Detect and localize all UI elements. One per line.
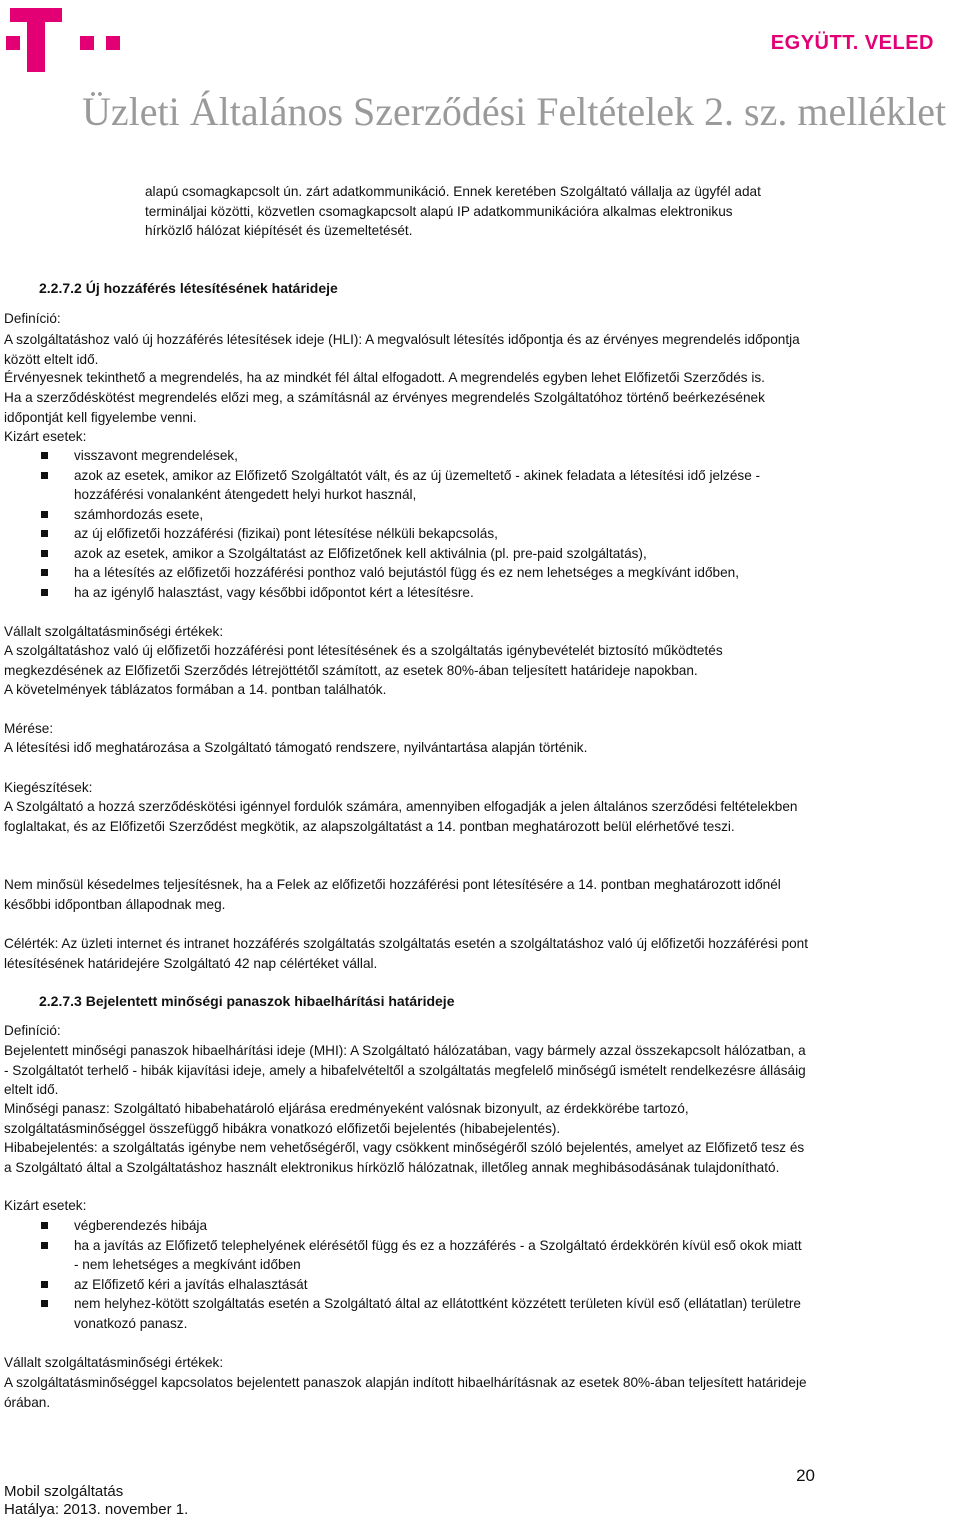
list-item: azok az esetek, amikor a Szolgáltatást az Előfizetőnek kell aktiválnia (pl. pre-paid szolgáltatás), xyxy=(4,544,804,564)
intro-paragraph: alapú csomagkapcsolt ún. zárt adatkommunikáció. Ennek keretében Szolgáltató vállalja az ügyfél adat termináljai közötti, közvetlen csomagkapcsolt alapú IP adatkommunikációra alkalmas elektronikus hírközlő hálózat kiépítését és üzemeltetését. xyxy=(145,184,761,238)
requirements-table-note: A követelmények táblázatos formában a 14. pontban találhatók. xyxy=(4,682,387,697)
list-item: végberendezés hibája xyxy=(4,1216,804,1236)
footer xyxy=(4,1483,188,1519)
list-item: az új előfizetői hozzáférési (fizikai) pont létesítése nélküli bekapcsolás, xyxy=(4,524,804,544)
section-heading-2-2-7-2: 2.2.7.2 Új hozzáférés létesítésének határideje xyxy=(39,280,338,296)
committed-values-text: A szolgáltatáshoz való új előfizetői hozzáférési pont létesítésének és a szolgáltatás igénybevételét biztosító működtetés megkezdésének az Előfizetői Szerződés létrejöttétől számított, az esetek 80%-ában teljesített határideje napokban. xyxy=(4,643,723,678)
definition-label: Definíció: xyxy=(4,311,61,326)
logo-square-2 xyxy=(106,36,120,50)
list-item: visszavont megrendelések, xyxy=(4,446,804,466)
list-item: számhordozás esete, xyxy=(4,505,804,525)
list-item: nem helyhez-kötött szolgáltatás esetén a Szolgáltató által az ellátottként közzétett területen kívül eső (ellátatlan) területre vonatkozó panasz. xyxy=(4,1294,804,1333)
excluded-label: Kizárt esetek: xyxy=(4,429,87,444)
committed-values-label: Vállalt szolgáltatásminőségi értékek: xyxy=(4,624,224,639)
definition-text: Bejelentett minőségi panaszok hibaelhárítási ideje (MHI): A Szolgáltató hálózatában, vagy bármely azzal összekapcsolt hálózatban, a - Szolgáltatót terhelő - hibák kijavítási ideje, amely a hibafelvételtől a szolgáltatás megfelelő minőségű ismételt rendelkezésre állásáig eltelt idő. xyxy=(4,1043,806,1097)
list-item: azok az esetek, amikor az Előfizető Szolgáltatót vált, és az új üzemeltető - akinek feladata a létesítési idő jelzése - hozzáférési vonalanként átengedett helyi hurkot használ, xyxy=(4,466,804,505)
target-value-text: Célérték: Az üzleti internet és intranet hozzáférés szolgáltatás szolgáltatás esetén a szolgáltatáshoz való új előfizetői hozzáférési pont létesítésének határidejére Szolgáltató 42 nap célértéket vállal. xyxy=(4,936,808,971)
section-heading-2-2-7-3: 2.2.7.3 Bejelentett minőségi panaszok hibaelhárítási határideje xyxy=(39,993,455,1009)
list-item: ha a létesítés az előfizetői hozzáférési ponthoz való bejutástól függ és ez nem lehetséges a megkívánt időben, xyxy=(4,563,804,583)
telekom-logo xyxy=(6,4,146,72)
supplements-text: A Szolgáltató a hozzá szerződéskötési igénnyel fordulók számára, amennyiben elfogadják a jelen általános szerződési feltételekben foglaltakat, és az Előfizetői Szerződést megkötik, az alapszolgáltatást a 14. pontban meghatározott belül elérhetővé teszi. xyxy=(4,799,798,834)
definition-text: A szolgáltatáshoz való új hozzáférés létesítések ideje (HLI): A megvalósult létesítés időpontja és az érvényes megrendelés időpontja között eltelt idő. xyxy=(4,332,800,367)
list-item: az Előfizető kéri a javítás elhalasztását xyxy=(4,1275,804,1295)
logo-square-1 xyxy=(80,36,94,50)
supplements-label: Kiegészítések: xyxy=(4,780,93,795)
list-item: ha a javítás az Előfizető telephelyének elérésétől függ és ez a hozzáférés - a Szolgáltató érdekkörén kívül eső okok miatt - nem lehetséges a megkívánt időben xyxy=(4,1236,804,1275)
fault-report-text: Hibabejelentés: a szolgáltatás igénybe nem vehetőségéről, vagy csökkent minőségéről szóló bejelentés, amelyet az Előfizető tesz és a Szolgáltató által a Szolgáltatáshoz használt elektronikus hírközlő hálózatnak, illetőleg annak meghibásodásának tulajdonítható. xyxy=(4,1140,805,1175)
excluded-list xyxy=(4,1216,804,1333)
definition-label: Definíció: xyxy=(4,1023,61,1038)
list-item: ha az igénylő halasztást, vagy későbbi időpontot kért a létesítésre. xyxy=(4,583,804,603)
not-delayed-text: Nem minősül késedelmes teljesítésnek, ha a Felek az előfizetői hozzáférési pont létesítésére a 14. pontban meghatározott időnél későbbi időpontban állapodnak meg. xyxy=(4,877,781,912)
footer-service: Mobil szolgáltatás xyxy=(4,1483,124,1500)
committed-values-text: A szolgáltatásminőséggel kapcsolatos bejelentett panaszok alapján indított hibaelhárításnak az esetek 80%-ában teljesített határideje órában. xyxy=(4,1375,807,1410)
excluded-list xyxy=(4,446,804,602)
page-title: Üzleti Általános Szerződési Feltételek 2. sz. melléklet xyxy=(82,89,947,134)
footer-effective-date: Hatálya: 2013. november 1. xyxy=(4,1501,189,1518)
excluded-label: Kizárt esetek: xyxy=(4,1198,87,1213)
logo-square-left xyxy=(6,36,20,50)
page-number: 20 xyxy=(796,1466,815,1485)
measurement-text: A létesítési idő meghatározása a Szolgáltató támogató rendszere, nyilvántartása alapján történik. xyxy=(4,740,588,755)
valid-order-text: Érvényesnek tekinthető a megrendelés, ha az mindkét fél által elfogadott. A megrendelés egyben lehet Előfizetői Szerződés is. xyxy=(4,370,765,385)
brand-slogan: EGYÜTT. VELED xyxy=(770,32,934,54)
logo-t-stem xyxy=(27,8,45,72)
contract-order-text: Ha a szerződéskötést megrendelés előzi meg, a számításnál az érvényes megrendelés Szolgáltatóhoz történő beérkezésének időpontját kell figyelembe venni. xyxy=(4,390,765,425)
quality-complaint-text: Minőségi panasz: Szolgáltató hibabehatároló eljárása eredményeként valósnak bizonyult, az érdekkörébe tartozó, szolgáltatásminőséggel összefüggő hibákra vonatkozó előfizetői bejelentés (hibabejelentés). xyxy=(4,1101,689,1136)
committed-values-label: Vállalt szolgáltatásminőségi értékek: xyxy=(4,1355,224,1370)
measurement-label: Mérése: xyxy=(4,721,54,736)
